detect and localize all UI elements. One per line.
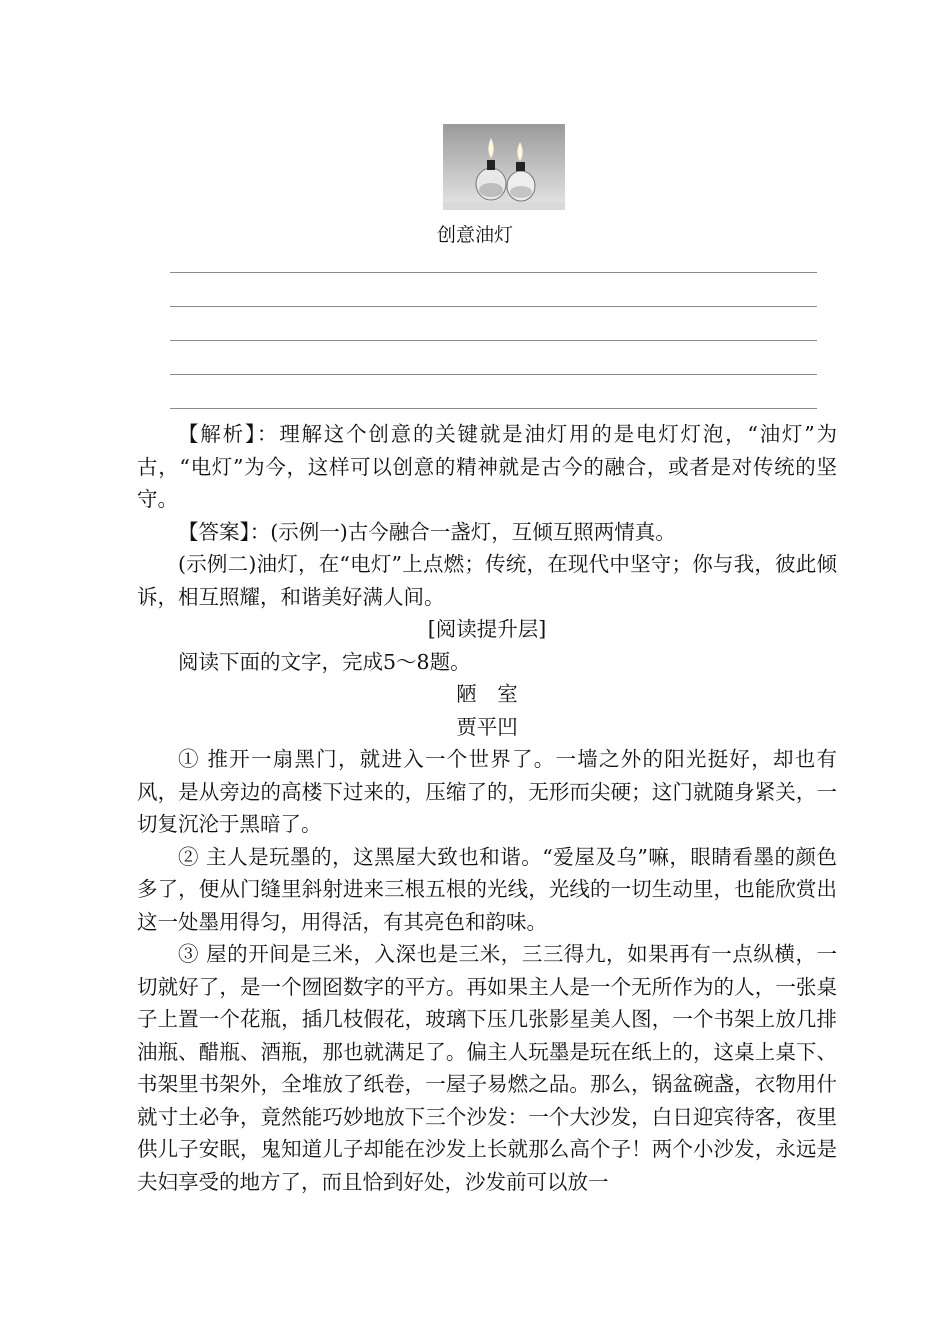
oil-lamp-icon	[443, 124, 565, 210]
oil-lamp-photo	[443, 124, 565, 210]
answer-line	[170, 272, 817, 273]
article-paragraph: ③ 屋的开间是三米，入深也是三米，三三得九，如果再有一点纵横，一切就好了，是一个囫囵数字的平方。再如果主人是一个无所作为的人，一张桌子上置一个花瓶，插几枝假花，玻璃下压几张影星美人图，一个书架上放几排油瓶、醋瓶、酒瓶，那也就满足了。偏主人玩墨是玩在纸上的，这桌上桌下、书架里书架外，全堆放了纸卷，一屋子易燃之品。那么，锅盆碗盏，衣物用什就寸土必争，竟然能巧妙地放下三个沙发：一个大沙发，白日迎宾待客，夜里供儿子安眠，鬼知道儿子却能在沙发上长就那么高个子！两个小沙发，永远是夫妇享受的地方了，而且恰到好处，沙发前可以放一	[137, 942, 837, 1194]
article-author: 贾平凹	[456, 714, 518, 739]
article-title: 陋 室	[456, 682, 518, 706]
answer-line	[170, 408, 817, 409]
answer-label: 【答案】：	[178, 519, 271, 544]
article-paragraph: ② 主人是玩墨的，这黑屋大致也和谐。“爱屋及乌”嘛，眼睛看墨的颜色多了，便从门缝里斜射进来三根五根的光线，光线的一切生动里，也能欣赏出这一处墨用得匀，用得活，有其亮色和韵味。	[137, 844, 837, 934]
analysis-label: 【解析】：	[178, 422, 280, 446]
answer-line	[170, 340, 817, 341]
answer-line	[170, 374, 817, 375]
article-paragraph: ① 推开一扇黑门，就进入一个世界了。一墙之外的阳光挺好，却也有风，是从旁边的高楼下过来的，压缩了的，无形而尖硬；这门就随身紧关，一切复沉沦于黑暗了。	[137, 747, 837, 836]
answer-line	[170, 306, 817, 307]
figure-caption: 创意油灯	[436, 224, 513, 246]
analysis-text: 理解这个创意的关键就是油灯用的是电灯灯泡，“油灯”为古，“电灯”为今，这样可以创意的精神就是古今的融合，或者是对传统的坚守。	[137, 422, 837, 511]
analysis-paragraph	[137, 418, 837, 516]
answer-example-2: (示例二)油灯，在“电灯”上点燃；传统，在现代中坚守；你与我，彼此倾诉，相互照耀，和谐美好满人间。	[137, 552, 837, 609]
section-instruction: 阅读下面的文字，完成5～8题。	[178, 649, 471, 674]
answer-example-1: (示例一)古今融合一盏灯，互倾互照两情真。	[270, 519, 676, 544]
document-body	[137, 418, 837, 1198]
answer-paragraph	[137, 516, 837, 549]
section-title: [阅读提升层]	[427, 617, 547, 641]
